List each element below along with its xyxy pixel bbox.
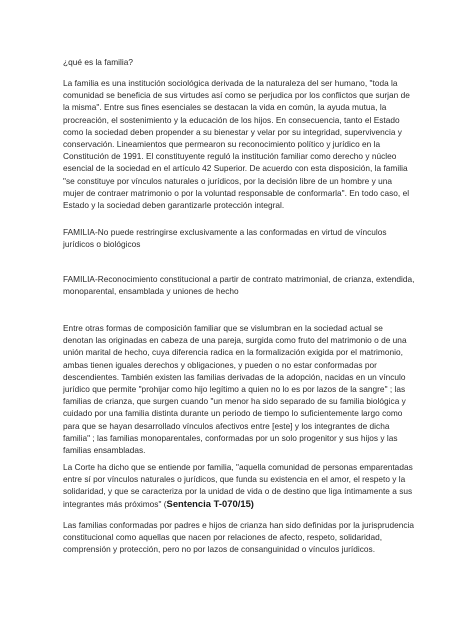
court-definition-text: La Corte ha dicho que se entiende por familia, "aquella comunidad de personas emparentadas entre sí por vínculos naturales o jurídicos, que funda su existencia en el amor, el respeto y la solidaridad, y que se caracteriza por la unidad de vida o de destino que liga íntimamente a sus integrantes más próximos" ( <box>63 462 413 509</box>
paragraph-foster-families: Las familias conformadas por padres e hijos de crianza han sido definidas por la jurisprudencia constitucional como aquellas que nacen por relaciones de afecto, respeto, solidaridad, comprensión y protección, pero no por lazos de consanguinidad o vínculos jurídicos. <box>63 520 415 555</box>
document-heading: ¿qué es la familia? <box>63 57 134 67</box>
paragraph-family-recognition: FAMILIA-Reconocimiento constitucional a partir de contrato matrimonial, de crianza, extendida, monoparental, ensamblada y uniones de hecho <box>63 274 415 297</box>
paragraph-family-forms: Entre otras formas de composición familiar que se vislumbran en la sociedad actual se denotan las originadas en cabeza de una pareja, surgida como fruto del matrimonio o de una unión marital de hecho, cuya diferencia radica en la formalización exigida por el matrimonio, ambas tienen iguales derechos y obligaciones, y pueden o no estar conformadas por descendientes. También existen las familias derivadas de la adopción, nacidas en un vínculo jurídico que permite "prohijar como hijo legítimo a quien no lo es por lazos de la sangre" ; las familias de crianza, que surgen cuando "un menor ha sido separado de su familia biológica y cuidado por una familia distinta durante un periodo de tiempo lo suficientemente largo como para que se hayan desarrollado vínculos afectivos entre [este] y los integrantes de dicha familia" ; las familias monoparentales, conformadas por un solo progenitor y sus hijos y las familias ensambladas. <box>63 323 407 456</box>
paragraph-family-not-restricted: FAMILIA-No puede restringirse exclusivamente a las conformadas en virtud de vínculos jurídicos o biológicos <box>63 227 387 250</box>
paragraph-definition: La familia es una institución sociológica derivada de la naturaleza del ser humano, "toda la comunidad se beneficia de sus virtudes así como se perjudica por los conflictos que surjan de la misma". Entre sus fines esenciales se destacan la vida en común, la ayuda mutua, la procreación, el sostenimiento y la educación de los hijos. En consecuencia, tanto el Estado como la sociedad deben propender a su bienestar y velar por su integridad, supervivencia y conservación. Lineamientos que permearon su reconocimiento político y jurídico en la Constitución de 1991. El constituyente reguló la institución familiar como derecho y núcleo esencial de la sociedad en el artículo 42 Superior. De acuerdo con esta disposición, la familia "se constituye por vínculos naturales o jurídicos, por la decisión libre de un hombre y una mujer de contraer matrimonio o por la voluntad responsable de conformarla". En todo caso, el Estado y la sociedad deben garantizarle protección integral. <box>63 78 410 211</box>
sentence-citation: Sentencia T-070/15) <box>166 497 254 509</box>
paragraph-court-definition <box>63 461 415 510</box>
